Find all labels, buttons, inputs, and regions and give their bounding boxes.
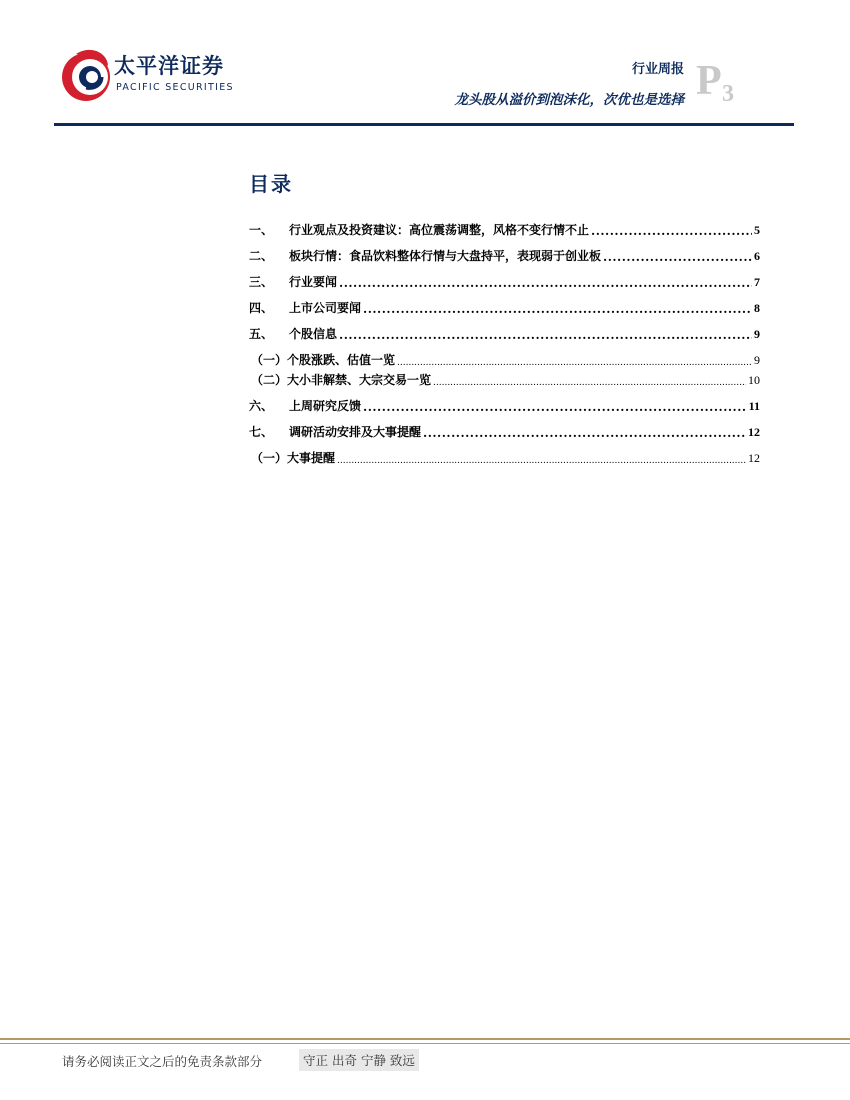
toc-entry[interactable] <box>249 298 760 316</box>
toc-leader-dots <box>591 224 752 238</box>
toc-entry-title: 调研活动安排及大事提醒 <box>289 425 422 439</box>
toc-leader-dots <box>363 400 747 414</box>
footer-divider <box>0 1038 850 1040</box>
toc-subentry[interactable] <box>249 448 760 466</box>
toc-entry-page: 12 <box>748 425 760 439</box>
toc-entry-page: 5 <box>754 223 760 237</box>
toc-entry-page: 10 <box>748 373 760 387</box>
toc-leader-dots <box>603 250 752 264</box>
page-number: 3 <box>722 81 734 107</box>
toc-entry-title: 上周研究反馈 <box>289 399 362 413</box>
toc-entry-title: （一）个股涨跌、估值一览 <box>251 353 396 367</box>
toc-leader-dots <box>433 374 746 388</box>
toc-leader-dots <box>337 452 746 466</box>
footer-disclaimer: 请务必阅读正文之后的免责条款部分 <box>62 1054 263 1069</box>
pacific-securities-logo-icon <box>62 44 112 106</box>
toc-entry-page: 12 <box>748 451 760 465</box>
toc-leader-dots <box>363 302 752 316</box>
footer-motto: 守正 出奇 宁静 致远 <box>299 1049 419 1071</box>
toc-entry-number: 四、 <box>249 301 274 315</box>
page-letter: P <box>696 58 722 104</box>
toc-entry-page: 11 <box>748 399 760 413</box>
toc-entry[interactable] <box>249 422 760 440</box>
toc-entry-number: 五、 <box>249 327 274 341</box>
toc-entry[interactable] <box>249 324 760 342</box>
toc-entry-number: 二、 <box>249 249 274 263</box>
toc-entry-title: 行业观点及投资建议：高位震荡调整，风格不变行情不止 <box>289 223 590 237</box>
toc-leader-dots <box>339 276 752 290</box>
toc-entry-title: （一）大事提醒 <box>251 451 336 465</box>
toc-entry-page: 9 <box>754 327 760 341</box>
report-title: 龙头股从溢价到泡沫化，次优也是选择 <box>454 92 684 108</box>
toc-entry[interactable] <box>249 272 760 290</box>
toc-leader-dots <box>339 328 752 342</box>
toc-title: 目录 <box>249 172 293 196</box>
toc-entry-number: 一、 <box>249 223 274 237</box>
toc-leader-dots <box>397 354 752 368</box>
header-divider <box>54 123 794 126</box>
toc-entry[interactable] <box>249 246 760 264</box>
toc-entry-page: 7 <box>754 275 760 289</box>
company-logo <box>62 44 234 110</box>
toc-entry-title: 行业要闻 <box>289 275 338 289</box>
toc-entry-page: 8 <box>754 301 760 315</box>
toc-entry-title: 上市公司要闻 <box>289 301 362 315</box>
toc-entry-number: 三、 <box>249 275 274 289</box>
toc-entry[interactable] <box>249 220 760 238</box>
toc-subentry[interactable] <box>249 350 760 368</box>
toc-entry-page: 9 <box>754 353 760 367</box>
toc-entry-page: 6 <box>754 249 760 263</box>
company-name-cn: 太平洋证券 <box>114 54 224 78</box>
toc-entry[interactable] <box>249 396 760 414</box>
company-name-en: PACIFIC SECURITIES <box>116 82 234 93</box>
toc-entry-number: 六、 <box>249 399 274 413</box>
report-type: 行业周报 <box>631 62 684 77</box>
toc-entry-title: （二）大小非解禁、大宗交易一览 <box>251 373 432 387</box>
toc-subentry[interactable] <box>249 370 760 388</box>
toc-leader-dots <box>423 426 746 440</box>
toc-entry-number: 七、 <box>249 425 274 439</box>
footer-divider-thin <box>0 1043 850 1044</box>
toc-entry-title: 个股信息 <box>289 327 338 341</box>
toc-entry-title: 板块行情：食品饮料整体行情与大盘持平，表现弱于创业板 <box>289 249 602 263</box>
